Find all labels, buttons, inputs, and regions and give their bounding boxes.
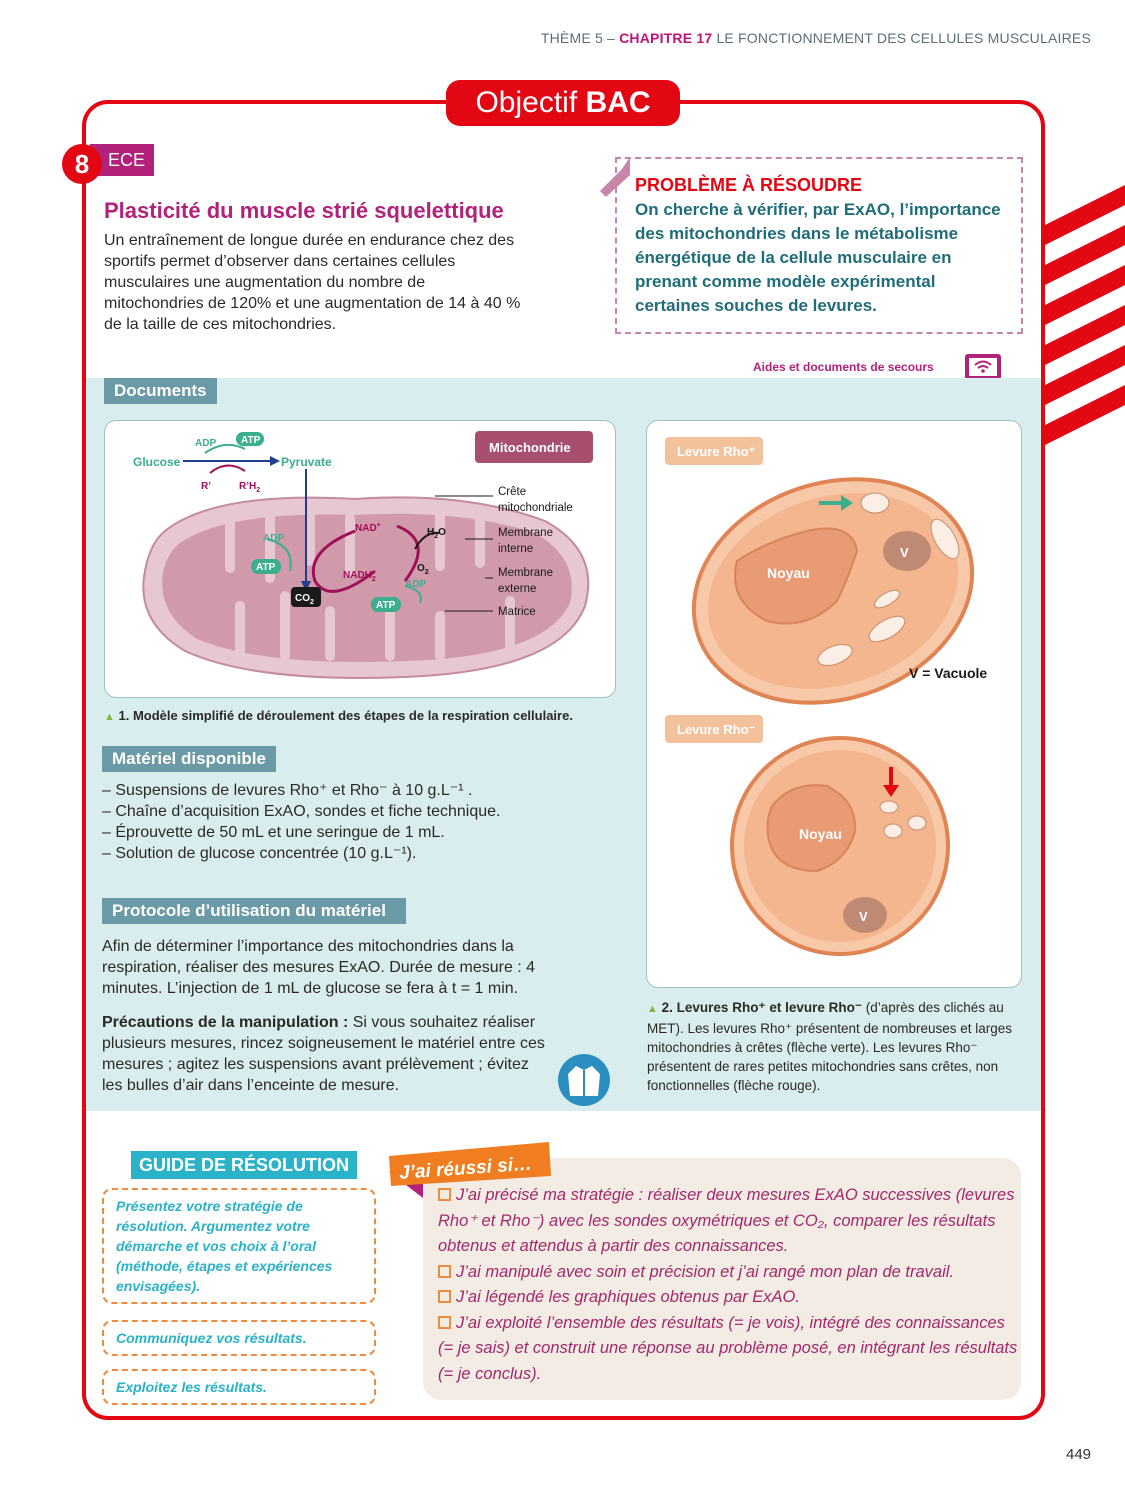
h2o-label: $H_2O$ bbox=[427, 527, 446, 540]
crete-label-2: mitochondriale bbox=[498, 502, 573, 514]
checkbox-icon[interactable] bbox=[438, 1188, 451, 1201]
reussi-item-text: J’ai précisé ma stratégie : réaliser deux mesures ExAO successives (levures Rho⁺ et Rho⁻) avec les sondes oxymétriques et CO₂, comparer les résultats obtenus et attendus à partir des connaissances. bbox=[438, 1186, 1015, 1255]
noyau-label-2: Noyau bbox=[799, 826, 842, 842]
yeast-diagram bbox=[647, 421, 1023, 989]
vacuole-label: V bbox=[900, 545, 909, 560]
co2-label: $CO_2$ bbox=[295, 593, 314, 606]
adp-label-2: ADP bbox=[263, 533, 285, 544]
doc1-caption-text: 1. Modèle simplifié de déroulement des étapes de la respiration cellulaire. bbox=[118, 708, 573, 723]
doc2-box bbox=[646, 420, 1022, 988]
membrane-externe-label-2: externe bbox=[498, 583, 537, 595]
r-label: R’ bbox=[201, 481, 211, 492]
caption-triangle-icon: ▲ bbox=[647, 1003, 658, 1015]
nad-label: NAD+ bbox=[355, 522, 381, 534]
atp-label: ATP bbox=[241, 435, 261, 446]
exercise-number: 8 bbox=[62, 144, 102, 184]
precautions-title: Précautions de la manipulation : bbox=[102, 1014, 349, 1031]
vacuole-legend: V = Vacuole bbox=[909, 665, 988, 681]
lab-coat-icon bbox=[558, 1054, 610, 1106]
precautions-body: Si vous souhaitez réaliser plusieurs mesures, rincez soigneusement le matériel entre ces mesures ; agitez les suspensions avant prélèvement ; évitez les bulles d’air dans l’enceinte de mesure. bbox=[102, 1014, 545, 1094]
materiel-item: – Chaîne d’acquisition ExAO, sondes et fiche technique. bbox=[102, 803, 501, 820]
theme-label: THÈME 5 – bbox=[540, 30, 616, 46]
guide-title: GUIDE DE RÉSOLUTION bbox=[131, 1151, 357, 1179]
mitochondria-diagram bbox=[105, 421, 617, 699]
aides-link[interactable]: Aides et documents de secours bbox=[753, 360, 934, 374]
doc1-box bbox=[104, 420, 616, 698]
objectif-label: Objectif bbox=[475, 86, 578, 119]
adp-label-3: ADP bbox=[405, 579, 427, 590]
doc2-caption-bold: 2. Levures Rho⁺ et levure Rho⁻ bbox=[661, 1000, 862, 1015]
reussi-tag-label: J’ai réussi si… bbox=[398, 1153, 533, 1184]
reussi-item bbox=[438, 1260, 1018, 1286]
rh2-label: $R’H_2$ bbox=[239, 481, 261, 494]
guide-box-communiquez: Communiquez vos résultats. bbox=[102, 1320, 376, 1356]
protocole-text: Afin de déterminer l’importance des mitochondries dans la respiration, réaliser des mesures ExAO. Durée de mesure : 4 minutes. L’injection de 1 mL de glucose se fera à t = 1 min. bbox=[102, 938, 536, 997]
reussi-list bbox=[438, 1183, 1018, 1387]
adp-label: ADP bbox=[195, 438, 217, 449]
materiel-label: Matériel disponible bbox=[102, 746, 276, 772]
membrane-interne-label: Membrane bbox=[498, 527, 553, 539]
checkbox-icon[interactable] bbox=[438, 1265, 451, 1278]
decorative-stripes bbox=[1035, 180, 1125, 480]
problem-box bbox=[615, 157, 1023, 334]
doc1-caption: ▲ 1. Modèle simplifié de déroulement des étapes de la respiration cellulaire. bbox=[104, 708, 573, 723]
page-number: 449 bbox=[1066, 1446, 1092, 1463]
reussi-item bbox=[438, 1285, 1018, 1311]
guide-box-exploitez: Exploitez les résultats. bbox=[102, 1369, 376, 1405]
materiel-item: – Solution de glucose concentrée (10 g.L⁻¹). bbox=[102, 845, 417, 862]
atp-label-2: ATP bbox=[256, 562, 276, 573]
problem-text: On cherche à vérifier, par ExAO, l’importance des mitochondries dans le métabolisme énergétique de la cellule musculaire en prenant comme modèle expérimental certaines souches de levures. bbox=[635, 200, 1001, 315]
materiel-item: – Éprouvette de 50 mL et une seringue de 1 mL. bbox=[102, 824, 445, 841]
intro-text: Un entraînement de longue durée en endurance chez des sportifs permet d’observer dans certaines cellules musculaires une augmentation du nombre de mitochondries de 120% et une augmentation de 14 à 40 % de la taille de ces mitochondries. bbox=[104, 232, 521, 333]
reussi-item-text: J’ai manipulé avec soin et précision et j’ai rangé mon plan de travail. bbox=[456, 1262, 955, 1281]
nadh2-label: $NADH_2$ bbox=[343, 570, 376, 583]
materiel-item: – Suspensions de levures Rho⁺ et Rho⁻ à 10 g.L⁻¹ . bbox=[102, 782, 473, 799]
atp-label-3: ATP bbox=[376, 600, 396, 611]
problem-corner-icon bbox=[600, 157, 630, 197]
reussi-item-text: J’ai légendé les graphiques obtenus par ExAO. bbox=[456, 1288, 800, 1306]
documents-label: Documents bbox=[104, 378, 217, 404]
chapter-label: CHAPITRE 17 bbox=[619, 30, 713, 46]
guide-box-strategie: Présentez votre stratégie de résolution. Argumentez votre démarche et vos choix à l’oral (méthode, étapes et expériences envisagées). bbox=[102, 1188, 376, 1304]
precautions-text bbox=[102, 1012, 552, 1096]
chapter-title: LE FONCTIONNEMENT DES CELLULES MUSCULAIRES bbox=[716, 30, 1091, 46]
protocole-label: Protocole d’utilisation du matériel bbox=[102, 898, 406, 924]
membrane-externe-label: Membrane bbox=[498, 567, 553, 579]
running-head bbox=[541, 30, 1091, 46]
levure-rho-plus-tag: Levure Rho⁺ bbox=[677, 444, 756, 459]
reussi-item bbox=[438, 1183, 1018, 1260]
materiel-list bbox=[102, 780, 500, 864]
checkbox-icon[interactable] bbox=[438, 1290, 451, 1303]
vacuole-label-2: V bbox=[859, 909, 868, 924]
doc2-caption bbox=[647, 998, 1032, 1095]
objectif-bac-badge bbox=[446, 80, 680, 126]
bac-label: BAC bbox=[585, 86, 651, 119]
levure-rho-minus-tag: Levure Rho⁻ bbox=[677, 722, 756, 737]
intro-title: Plasticité du muscle strié squelettique bbox=[104, 198, 504, 223]
crete-label: Crête bbox=[498, 486, 527, 498]
exercise-type: ECE bbox=[90, 144, 154, 176]
reussi-item bbox=[438, 1311, 1018, 1388]
problem-title: PROBLÈME À RÉSOUDRE bbox=[635, 175, 863, 195]
membrane-interne-label-2: interne bbox=[498, 543, 534, 555]
noyau-label: Noyau bbox=[767, 565, 810, 581]
matrice-label: Matrice bbox=[498, 606, 536, 618]
pyruvate-label: Pyruvate bbox=[281, 455, 332, 469]
mitochondrie-tag: Mitochondrie bbox=[489, 440, 571, 455]
doc2-caption-text: (d’après des clichés au MET). Les levures Rho⁺ présentent de nombreuses et larges mitochondries à crêtes (flèche verte). Les levures Rho⁻ présentent de rares petites mitochondries sans crêtes, non fonctionnelles (flèche rouge). bbox=[647, 1000, 1013, 1093]
glucose-label: Glucose bbox=[133, 455, 181, 469]
checkbox-icon[interactable] bbox=[438, 1316, 451, 1329]
o2-label: $O_2$ bbox=[417, 563, 429, 576]
reussi-item-text: J’ai exploité l’ensemble des résultats (= je vois), intégré des connaissances (= je sais) et construit une réponse au problème posé, en intégrant les résultats (= je conclus). bbox=[438, 1313, 1018, 1383]
